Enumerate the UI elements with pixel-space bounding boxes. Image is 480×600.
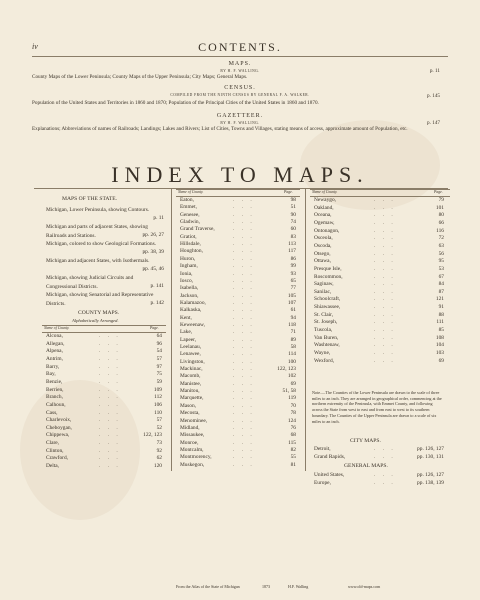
page-ref: 73 (156, 440, 162, 447)
page-ref: 75 (156, 371, 162, 378)
footer-source: From the Atlas of the State of Michigan (176, 584, 240, 589)
leader-dots: . . . (99, 386, 121, 393)
county-maps-heading: COUNTY MAPS. (78, 310, 120, 316)
page-ref: 92 (156, 447, 162, 454)
state-map-page: pp. 45, 46 (142, 265, 164, 272)
county-name: Houghton, (180, 248, 203, 255)
page-ref: 91 (438, 304, 444, 311)
leader-dots: . . . (233, 395, 255, 402)
county-name: Schoolcraft, (314, 296, 341, 303)
page-ref: 110 (154, 409, 162, 416)
page-ref: 63 (438, 242, 444, 249)
footer-url: www.old-maps.com (348, 584, 381, 589)
general-map-row (314, 480, 444, 488)
county-name: Ogemaw, (314, 219, 335, 226)
leader-dots: . . . (233, 336, 255, 343)
county-name: Muskegon, (180, 461, 205, 468)
page-ref: pp. 126, 127 (417, 446, 444, 452)
maps-of-state-heading: MAPS OF THE STATE. (62, 196, 118, 202)
leader-dots: . . . (233, 219, 255, 226)
leader-dots: . . . (374, 480, 396, 486)
county-name: Europe, (314, 480, 331, 486)
county-name: Saginaw, (314, 281, 334, 288)
county-name: Montmorency, (180, 454, 212, 461)
page-ref: 74 (290, 219, 296, 226)
gazetteer-description: Explanations; Abbreviations of names of Railroads; Landings; Lakes and Rivers; List of Cities, Towns and Villages, stating means of access, approximate amount of Population, etc. (32, 126, 408, 132)
page-ref: 65 (290, 277, 296, 284)
leader-dots: . . . (233, 388, 255, 395)
state-map-entry: Michigan and adjacent States, with Isothermals. (46, 258, 150, 264)
page-ref: 80 (438, 212, 444, 219)
state-map-entry: Michigan, Lower Peninsula, showing Contours. (46, 207, 150, 213)
leader-dots: . . . (99, 371, 121, 378)
leader-dots: . . . (374, 227, 396, 234)
gazetteer-byline: BY H. F. WALLING. (220, 121, 260, 125)
census-page: p. 145 (427, 93, 440, 99)
leader-dots: . . . (374, 235, 396, 242)
census-description: Population of the United States and Territories in 1860 and 1870; Population of the Principal Cities of the United States in 1860 and 1870. (32, 100, 319, 106)
page-ref: 77 (290, 285, 296, 292)
county-name: Ionia, (180, 270, 193, 277)
page-ref: 61 (290, 307, 296, 314)
page-ref: 84 (438, 281, 444, 288)
general-maps-heading: GENERAL MAPS. (344, 463, 388, 469)
page-ref: 67 (438, 273, 444, 280)
leader-dots: . . . (233, 321, 255, 328)
county-name: Missaukee, (180, 432, 205, 439)
leader-dots: . . . (99, 409, 121, 416)
county-name: Mason, (180, 402, 197, 409)
leader-dots: . . . (233, 366, 255, 373)
page-ref: 57 (156, 417, 162, 424)
page-ref: 117 (288, 248, 296, 255)
leader-dots: . . . (374, 281, 396, 288)
page-ref: 57 (156, 355, 162, 362)
general-map-row (314, 472, 444, 480)
state-map-entry: Michigan, showing Judicial Circuits and Congressional Districts. (46, 275, 134, 290)
page-ref: 116 (436, 227, 444, 234)
leader-dots: . . . (233, 454, 255, 461)
leader-dots: . . . (233, 351, 255, 358)
county-name: Kalamazoo, (180, 299, 206, 306)
gazetteer-heading: GAZETTEER. (216, 113, 264, 119)
title-rule (32, 56, 448, 57)
state-map-entry: Michigan, showing Senatorial and Representative Districts. (46, 292, 154, 307)
county-name: Cass, (46, 409, 58, 416)
leader-dots: . . . (374, 304, 396, 311)
leader-dots: . . . (374, 250, 396, 257)
leader-dots: . . . (374, 454, 396, 460)
col2-page-header: Page. (284, 190, 293, 194)
county-row (314, 358, 444, 366)
leader-dots: . . . (99, 455, 121, 462)
page-ref: 109 (153, 386, 162, 393)
county-name: Benzie, (46, 378, 63, 385)
leader-dots: . . . (233, 314, 255, 321)
leader-dots: . . . (99, 340, 121, 347)
county-name: Shiawassee, (314, 304, 341, 311)
page-ref: 124 (287, 417, 296, 424)
leader-dots: . . . (374, 212, 396, 219)
city-map-row (314, 454, 444, 462)
leader-dots: . . . (99, 348, 121, 355)
col3-name-header: Name of County. (312, 190, 338, 194)
page-ref: 66 (438, 219, 444, 226)
county-name: Delta, (46, 463, 60, 470)
leader-dots: . . . (99, 333, 121, 339)
leader-dots: . . . (233, 380, 255, 387)
leader-dots: . . . (374, 265, 396, 272)
page-ref: 122, 123 (277, 366, 296, 373)
page-ref: 69 (438, 357, 444, 364)
leader-dots: . . . (233, 329, 255, 336)
page-ref: 100 (287, 358, 296, 365)
county-name: Menominee, (180, 417, 208, 424)
page-ref: 88 (438, 311, 444, 318)
col1-page-header: Page. (150, 326, 159, 330)
leader-dots: . . . (99, 401, 121, 408)
county-name: Marquette, (180, 395, 204, 402)
county-name: Grand Traverse, (180, 226, 215, 233)
county-name: Manitou, (180, 388, 200, 395)
leader-dots: . . . (233, 432, 255, 439)
page-ref: 119 (288, 395, 296, 402)
leader-dots: . . . (99, 463, 121, 470)
page-ref: 114 (288, 351, 296, 358)
footer-author: H.F. Walling (288, 584, 309, 589)
county-name: Van Buren, (314, 334, 339, 341)
county-name: Emmet, (180, 204, 197, 211)
county-name: Iosco, (180, 277, 194, 284)
state-map-page: p. 142 (150, 299, 164, 306)
page-ref: 103 (435, 350, 444, 356)
leader-dots: . . . (374, 273, 396, 280)
page-ref: 60 (290, 226, 296, 233)
page-ref: 98 (290, 197, 296, 203)
leader-dots: . . . (233, 410, 255, 417)
county-name: Ingham, (180, 263, 198, 270)
leader-dots: . . . (99, 378, 121, 385)
page-ref: 72 (438, 235, 444, 242)
county-name: Ottawa, (314, 258, 331, 265)
county-name: Chippewa, (46, 432, 70, 439)
maps-heading: MAPS. (228, 61, 252, 67)
county-name: Midland, (180, 424, 200, 431)
census-heading: CENSUS. (224, 85, 256, 91)
census-byline: COMPILED FROM THE NINTH CENSUS BY GENERAL F. A. WALKER. (170, 93, 310, 97)
state-map-page: pp. 26, 27 (142, 231, 164, 238)
leader-dots: . . . (233, 292, 255, 299)
page-ref: 52 (156, 424, 162, 431)
county-name: Livingston, (180, 358, 205, 365)
county-name: Detroit, (314, 446, 331, 452)
county-name: Oscoda, (314, 242, 332, 249)
county-name: Osceola, (314, 235, 333, 242)
county-name: Clare, (46, 440, 60, 447)
page-ref: pp. 126, 127 (417, 472, 444, 478)
leader-dots: . . . (374, 258, 396, 265)
col1-name-header: Name of County. (44, 326, 70, 330)
leader-dots: . . . (374, 334, 396, 341)
page-ref: 122, 123 (143, 432, 162, 439)
county-name: Ontonagon, (314, 227, 340, 234)
page-title: CONTENTS. (198, 40, 282, 54)
county-name: Gratiot, (180, 233, 197, 240)
page-ref: 95 (438, 258, 444, 265)
county-name: Barry, (46, 363, 60, 370)
leader-dots: . . . (99, 355, 121, 362)
page-ref: 89 (290, 336, 296, 343)
county-name: Grand Rapids, (314, 454, 346, 460)
county-name: Crawford, (46, 455, 69, 462)
county-name: United States, (314, 472, 345, 478)
page-ref: 79 (438, 197, 444, 203)
page-ref: 78 (290, 410, 296, 417)
leader-dots: . . . (233, 285, 255, 292)
leader-dots: . . . (374, 357, 396, 364)
leader-dots: . . . (374, 327, 396, 334)
col3-page-header: Page. (434, 190, 443, 194)
page-ref: 118 (288, 321, 296, 328)
county-name: Manistee, (180, 380, 202, 387)
county-name: Charlevoix, (46, 417, 72, 424)
county-name: St. Clair, (314, 311, 334, 318)
page-ref: pp. 138, 139 (417, 480, 444, 486)
leader-dots: . . . (99, 417, 121, 424)
county-name: Lapeer, (180, 336, 197, 343)
state-map-page: pp. 38, 39 (142, 248, 164, 255)
page-ref: 59 (156, 378, 162, 385)
page-ref: 93 (290, 270, 296, 277)
county-name: Leelanau, (180, 344, 202, 350)
column-divider (305, 189, 306, 471)
leader-dots: . . . (99, 363, 121, 370)
leader-dots: . . . (374, 197, 396, 203)
county-name: Wayne, (314, 350, 331, 356)
leader-dots: . . . (374, 204, 396, 211)
leader-dots: . . . (233, 197, 255, 203)
county-maps-subheading: Alphabetically Arranged. (72, 318, 119, 323)
county-name: Montcalm, (180, 446, 204, 453)
column-divider (171, 189, 172, 471)
page-ref: 90 (290, 211, 296, 218)
gazetteer-page: p. 147 (427, 120, 440, 126)
leader-dots: . . . (99, 447, 121, 454)
county-name: Monroe, (180, 439, 199, 446)
county-name: Berrien, (46, 386, 64, 393)
leader-dots: . . . (233, 344, 255, 350)
leader-dots: . . . (99, 394, 121, 401)
leader-dots: . . . (233, 417, 255, 424)
county-name: St. Joseph, (314, 319, 338, 326)
page-ref: 113 (288, 241, 296, 248)
leader-dots: . . . (233, 424, 255, 431)
page-ref: 51, 58 (282, 388, 296, 395)
city-map-row (314, 446, 444, 454)
county-name: Eaton, (180, 197, 194, 203)
leader-dots: . . . (374, 296, 396, 303)
page-ref: 120 (153, 463, 162, 470)
page-ref: 121 (435, 296, 444, 303)
page-ref: 105 (287, 292, 296, 299)
page-number: iv (32, 42, 38, 51)
leader-dots: . . . (233, 270, 255, 277)
county-name: Oceana, (314, 212, 332, 219)
index-title: INDEX TO MAPS. (111, 162, 369, 187)
county-name: Cheboygan, (46, 424, 72, 431)
leader-dots: . . . (233, 402, 255, 409)
leader-dots: . . . (233, 248, 255, 255)
leader-dots: . . . (233, 204, 255, 211)
county-name: Allegan, (46, 340, 65, 347)
county-name: Washtenaw, (314, 342, 340, 349)
page-ref: 70 (290, 402, 296, 409)
leader-dots: . . . (374, 342, 396, 349)
county-name: Newaygo, (314, 197, 337, 203)
county-name: Huron, (180, 255, 196, 262)
leader-dots: . . . (233, 461, 255, 468)
leader-dots: . . . (99, 432, 121, 439)
county-name: Oakland, (314, 204, 334, 211)
page-ref: 55 (290, 454, 296, 461)
page-ref: 58 (290, 344, 296, 350)
state-map-entry: Michigan, colored to show Geological Formations. (46, 241, 157, 247)
county-name: Sanilac, (314, 288, 332, 295)
county-name: Alpena, (46, 348, 63, 355)
page-ref: 107 (287, 299, 296, 306)
county-name: Mackinac, (180, 366, 203, 373)
county-name: Wexford, (314, 357, 335, 364)
leader-dots: . . . (374, 472, 396, 478)
page-ref: 86 (290, 255, 296, 262)
page-ref: 115 (288, 439, 296, 446)
page-ref: 112 (154, 394, 162, 401)
leader-dots: . . . (233, 358, 255, 365)
county-row (46, 463, 162, 471)
leader-dots: . . . (374, 242, 396, 249)
page-ref: 104 (435, 342, 444, 349)
maps-description: County Maps of the Lower Peninsula; County Maps of the Upper Peninsula; City Maps; General Maps. (32, 74, 248, 80)
maps-byline: BY H. F. WALLING. (220, 69, 260, 73)
county-name: Genesee, (180, 211, 200, 218)
leader-dots: . . . (99, 440, 121, 447)
county-name: Calhoun, (46, 401, 66, 408)
page-ref: 69 (290, 380, 296, 387)
page-ref: 102 (287, 373, 296, 380)
leader-dots: . . . (233, 226, 255, 233)
county-row (180, 462, 296, 470)
county-name: Mecosta, (180, 410, 200, 417)
county-name: Lenawee, (180, 351, 201, 358)
scale-note: Note.—The Counties of the Lower Peninsula are drawn to the scale of three miles to an inch. They are arranged in geographical order, commencing at the northern extremity of the Peninsula, with Emmet County, and following across the State from west to east and from east to west to its southern boundary. The Counties of the Upper Peninsula are drawn to a scale of six miles to an inch. (312, 390, 442, 424)
city-maps-heading: CITY MAPS. (350, 438, 381, 444)
county-name: Keweenaw, (180, 321, 205, 328)
page-ref: 53 (438, 265, 444, 272)
state-map-page: p. 11 (153, 214, 164, 221)
county-name: Roscommon, (314, 273, 343, 280)
leader-dots: . . . (99, 424, 121, 431)
state-map-page: p. 141 (150, 282, 164, 289)
leader-dots: . . . (233, 233, 255, 240)
page-ref: 82 (290, 446, 296, 453)
page-ref: 87 (438, 288, 444, 295)
leader-dots: . . . (233, 263, 255, 270)
page-ref: 76 (290, 424, 296, 431)
leader-dots: . . . (233, 241, 255, 248)
county-name: Branch, (46, 394, 63, 401)
leader-dots: . . . (374, 350, 396, 356)
page-ref: 94 (290, 314, 296, 321)
county-name: Gladwin, (180, 219, 200, 226)
page-ref: 99 (290, 263, 296, 270)
leader-dots: . . . (233, 299, 255, 306)
leader-dots: . . . (233, 373, 255, 380)
page-ref: 64 (156, 333, 162, 339)
page-ref: 97 (156, 363, 162, 370)
county-name: Bay, (46, 371, 56, 378)
leader-dots: . . . (374, 319, 396, 326)
county-name: Presque Isle, (314, 265, 342, 272)
leader-dots: . . . (374, 219, 396, 226)
county-name: Antrim, (46, 355, 63, 362)
county-name: Macomb, (180, 373, 201, 380)
state-map-entry: Michigan and parts of adjacent States, showing Railroads and Stations. (46, 224, 148, 239)
county-name: Clinton, (46, 447, 64, 454)
page-ref: 62 (156, 455, 162, 462)
footer-year: 1873 (262, 584, 270, 589)
county-name: Otsego, (314, 250, 331, 257)
page-ref: 68 (290, 432, 296, 439)
county-name: Tuscola, (314, 327, 333, 334)
county-name: Isabella, (180, 285, 199, 292)
page-ref: 108 (435, 334, 444, 341)
page-ref: pp. 130, 131 (417, 454, 444, 460)
county-name: Jackson, (180, 292, 199, 299)
county-name: Alcona, (46, 333, 63, 339)
leader-dots: . . . (233, 307, 255, 314)
page-ref: 51 (290, 204, 296, 211)
leader-dots: . . . (233, 211, 255, 218)
leader-dots: . . . (374, 288, 396, 295)
page-ref: 56 (438, 250, 444, 257)
leader-dots: . . . (233, 439, 255, 446)
leader-dots: . . . (233, 446, 255, 453)
page-ref: 83 (290, 233, 296, 240)
page-ref: 85 (438, 327, 444, 334)
leader-dots: . . . (374, 311, 396, 318)
col2-name-header: Name of County. (178, 190, 204, 194)
page-ref: 81 (290, 461, 296, 468)
maps-page: p. 11 (429, 68, 440, 74)
leader-dots: . . . (233, 255, 255, 262)
county-name: Lake, (180, 329, 193, 336)
page-ref: 54 (156, 348, 162, 355)
county-name: Hillsdale, (180, 241, 201, 248)
leader-dots: . . . (374, 446, 396, 452)
leader-dots: . . . (233, 277, 255, 284)
county-name: Kent, (180, 314, 192, 321)
page-ref: 71 (290, 329, 296, 336)
page-ref: 96 (156, 340, 162, 347)
county-name: Kalkaska, (180, 307, 202, 314)
page-ref: 106 (153, 401, 162, 408)
page-ref: 111 (436, 319, 444, 326)
page-ref: 101 (435, 204, 444, 211)
